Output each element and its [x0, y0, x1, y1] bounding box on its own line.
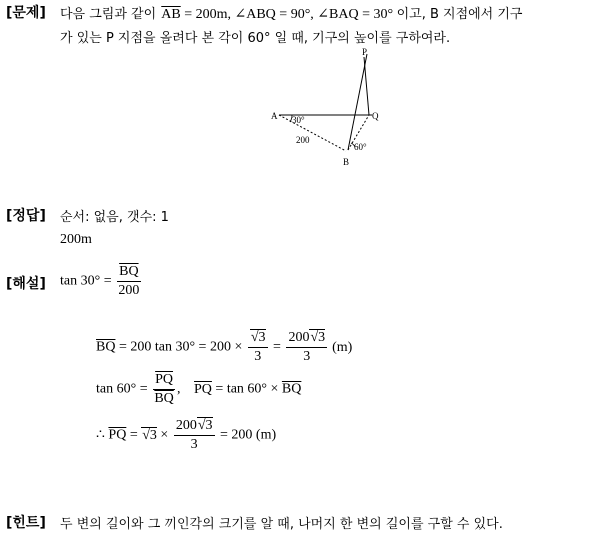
l3-pq: $\overline{PQ}$ — [108, 427, 127, 443]
answer-value: 200m — [60, 232, 92, 247]
explanation-line-1 — [96, 330, 352, 365]
label-p: P — [362, 47, 368, 57]
hint-tag: [힌트] — [6, 515, 46, 531]
l2-comma: , — [177, 381, 181, 397]
line-pb — [348, 54, 367, 150]
problem-line-1-pre: 다음 그림과 같이 — [60, 7, 157, 22]
fraction-r3-part: √3 — [310, 330, 326, 345]
fraction-bq-num: $\overline{BQ}$ — [119, 264, 139, 279]
answer-tag: [정답] — [6, 208, 46, 224]
tan30-lhs: tan 30° = — [60, 273, 112, 289]
explanation-tag: [해설] — [6, 276, 46, 292]
label-a: A — [271, 111, 278, 121]
problem-line-1 — [60, 3, 523, 23]
l3-frac-200: 200 — [175, 418, 197, 433]
tan60-lhs: tan 60° = — [96, 381, 148, 397]
l1-bq: $\overline{BQ}$ — [96, 339, 116, 355]
fraction-3-den: 3 — [254, 349, 262, 364]
fraction-bq-den: BQ — [154, 391, 174, 406]
l1-mid: = 200 tan 30° = 200 × — [115, 339, 246, 355]
l3-therefore: ∴ — [96, 427, 109, 443]
fraction-bq-200 — [117, 264, 140, 299]
segment-ab: $\overline{AB}$ — [161, 7, 181, 22]
explanation-line-2 — [96, 372, 301, 407]
line-ab — [279, 115, 346, 151]
angle-a-label: 30° — [292, 115, 305, 125]
problem-line-1-post: 이고, B 지점에서 기구 — [396, 7, 523, 22]
l3-eq: = — [126, 427, 142, 443]
fraction-pq-num: $\overline{PQ}$ — [155, 372, 174, 387]
answer-meta: 순서: 없음, 갯수: 1 — [60, 210, 169, 225]
l3-r3: √3 — [142, 427, 157, 443]
problem-line-1-math: = 200m, ∠ABQ = 90°, ∠BAQ = 30° — [180, 7, 397, 22]
l2-rhs-eq: = tan 60° × — [211, 381, 282, 397]
l3-result: = 200 — [216, 427, 256, 443]
l3-times: × — [156, 427, 172, 443]
problem-line-2: 가 있는 P 지점을 올려다 본 각이 60° 일 때, 기구의 높이를 구하여라. — [60, 31, 451, 46]
fraction-200-den: 200 — [118, 283, 140, 298]
fraction-200-part: 200 — [288, 330, 310, 345]
l1-eq: = — [269, 339, 285, 355]
fraction-200r3-3 — [286, 330, 327, 365]
l2-bq: $\overline{BQ}$ — [281, 381, 302, 397]
label-b: B — [343, 157, 350, 167]
problem-tag: [문제] — [6, 5, 46, 21]
explanation-tan30 — [60, 264, 143, 299]
l3-unit: (m) — [255, 427, 277, 443]
fraction-200r3-3-b — [174, 418, 215, 453]
label-q: Q — [372, 111, 379, 121]
fraction-3-den-b: 3 — [303, 349, 311, 364]
angle-b-label: 60° — [354, 142, 367, 152]
l3-frac-den: 3 — [190, 437, 198, 452]
l2-pq: $\overline{PQ}$ — [194, 381, 212, 397]
fraction-pq-bq — [153, 372, 175, 407]
fraction-r3-num: √3 — [250, 330, 266, 345]
hint-text: 두 변의 길이와 그 끼인각의 크기를 알 때, 나머지 한 변의 길이를 구할 수 있다. — [60, 517, 503, 532]
fraction-r3-3 — [248, 330, 268, 365]
side-ab-label: 200 — [296, 135, 310, 145]
l1-unit: (m) — [332, 339, 353, 355]
geometry-diagram — [262, 46, 386, 170]
l3-frac-r3: √3 — [197, 418, 213, 433]
explanation-line-3 — [96, 418, 276, 453]
